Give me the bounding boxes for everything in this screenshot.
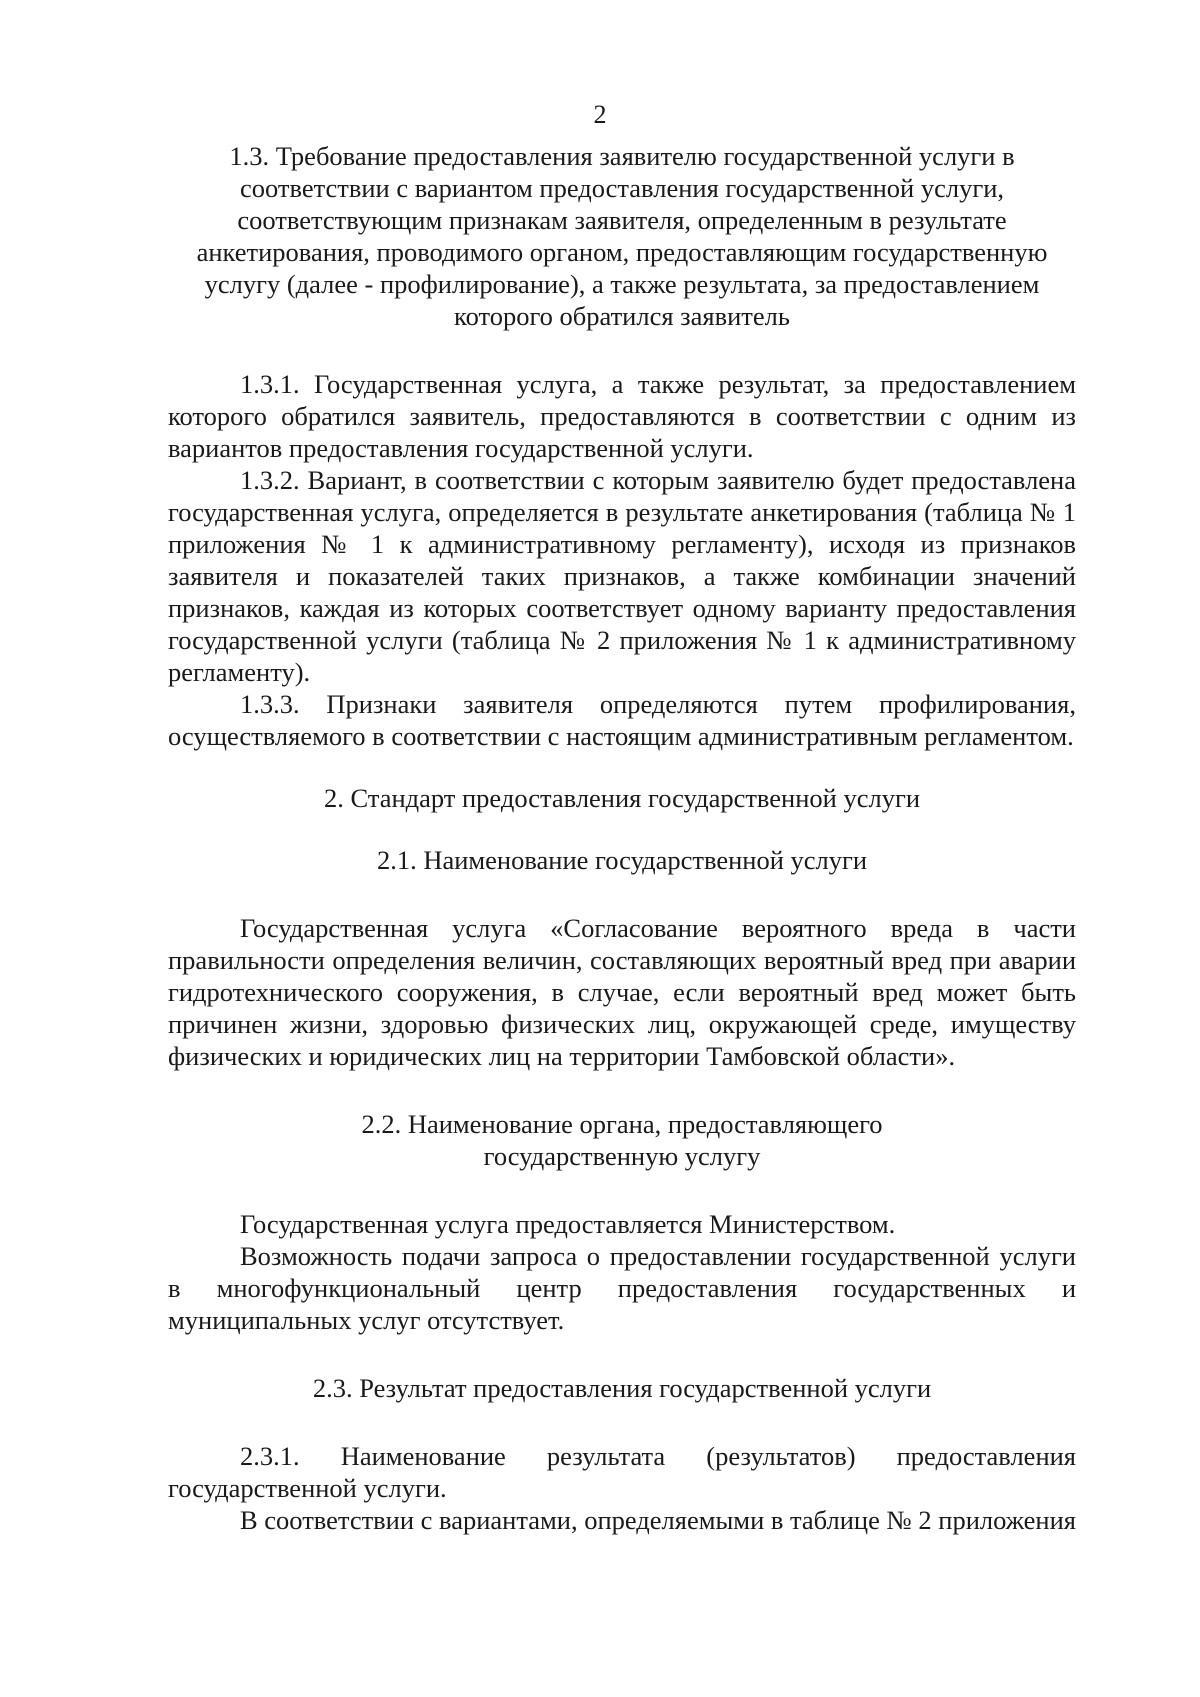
paragraph-1-3-3: 1.3.3. Признаки заявителя определяются путем профилирования, осуществляемого в соответствии с настоящим административным регламентом. — [168, 689, 1076, 751]
section-2-2-title-line2: государственную услугу — [483, 1141, 761, 1171]
section-2-2-title-line1: 2.2. Наименование органа, предоставляющего — [361, 1109, 883, 1139]
section-2-3-title: 2.3. Результат предоставления государственной услуги — [312, 1373, 932, 1403]
paragraph-2-2-provider: Государственная услуга предоставляется Министерством. — [240, 1209, 896, 1239]
paragraph-2-2-mfc: Возможность подачи запроса о предоставлении государственной услуги в многофункциональный центр предоставления государственных и муниципальных услуг отсутствует. — [168, 1241, 1076, 1335]
section-2-1-title: 2.1. Наименование государственной услуги — [376, 845, 868, 875]
paragraph-2-1-service-name: Государственная услуга «Согласование вероятного вреда в части правильности определения величин, составляющих вероятный вред при аварии гидротехнического сооружения, в случае, если вероятный вред может быть причинен жизни, здоровью физических лиц, окружающей среде, имуществу физических и юридических лиц на территории Тамбовской области». — [168, 913, 1076, 1071]
paragraph-2-3-1: 2.3.1. Наименование результата (результатов) предоставления государственной услуги. — [168, 1441, 1076, 1503]
page-number: 2 — [593, 100, 607, 129]
paragraph-2-3-variants: В соответствии с вариантами, определяемыми в таблице № 2 приложения — [240, 1505, 1076, 1535]
section-1-3-heading: 1.3. Требование предоставления заявителю государственной услуги в соответствии с вариантом предоставления государственной услуги, соответствующим признакам заявителя, определенным в результате анкетирования, проводимого органом, предоставляющим государственную услугу (далее - профилирование), а также результата, за предоставлением которого обратился заявитель — [196, 141, 1048, 331]
document-body — [168, 140, 1076, 1536]
section-2-title: 2. Стандарт предоставления государственной услуги — [323, 783, 921, 813]
paragraph-1-3-1: 1.3.1. Государственная услуга, а также результат, за предоставлением которого обратился заявитель, предоставляются в соответствии с одним из вариантов предоставления государственной услуги. — [168, 369, 1076, 463]
paragraph-1-3-2: 1.3.2. Вариант, в соответствии с которым заявителю будет предоставлена государственная услуга, определяется в результате анкетирования (таблица № 1 приложения № 1 к административному регламенту), исходя из признаков заявителя и показателей таких признаков, а также комбинации значений признаков, каждая из которых соответствует одному варианту предоставления государственной услуги (таблица № 2 приложения № 1 к административному регламенту). — [168, 465, 1076, 687]
